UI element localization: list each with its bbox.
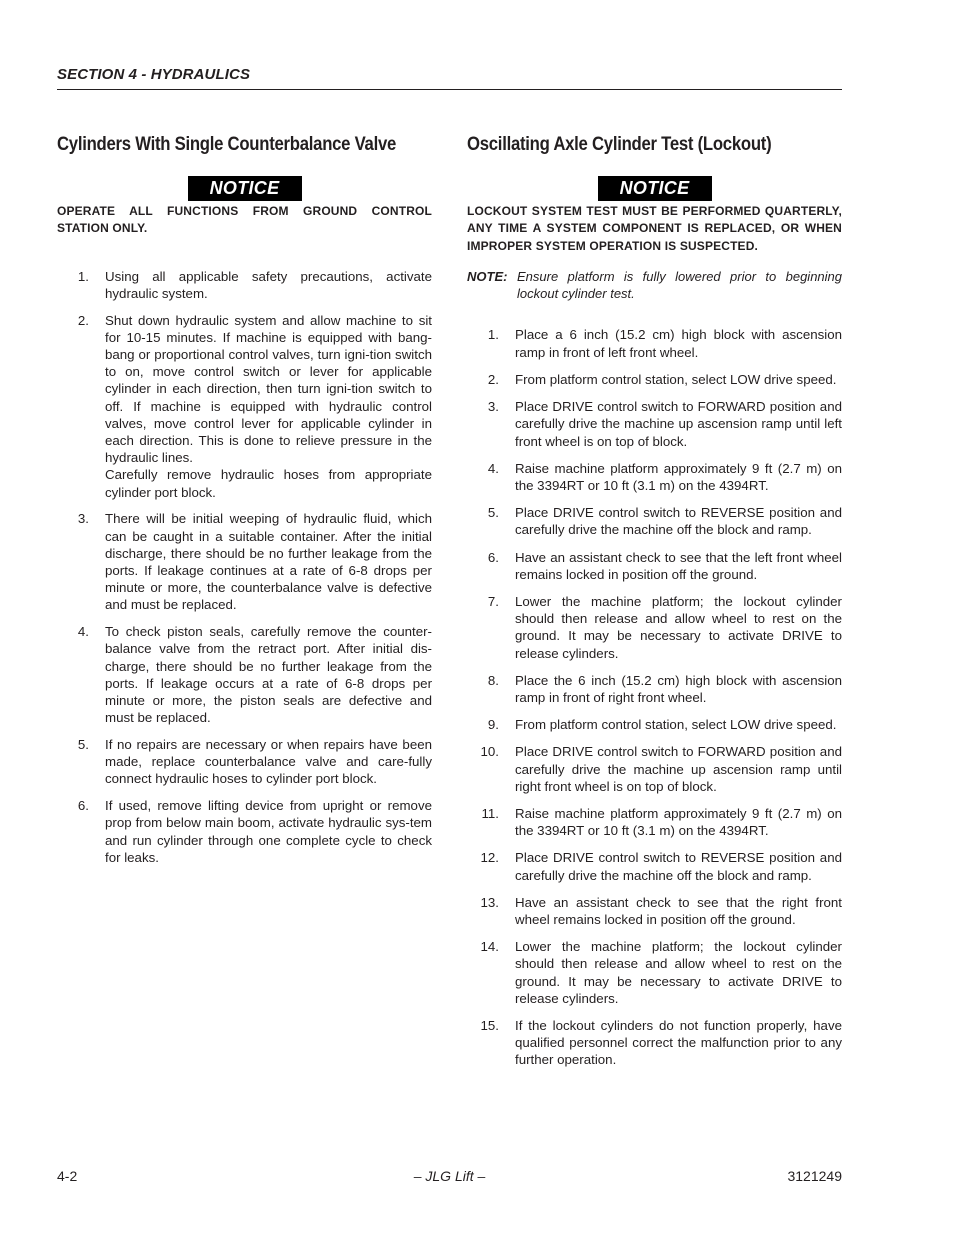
step-item — [467, 398, 842, 450]
step-item — [467, 460, 842, 494]
step-item — [467, 672, 842, 706]
step-item — [467, 504, 842, 538]
step-text: From platform control station, select LOW drive speed. — [515, 717, 837, 733]
step-item — [57, 797, 432, 866]
step-text: Place the 6 inch (15.2 cm) high block with ascension ramp in front of right front wheel. — [515, 672, 842, 705]
step-text: Using all applicable safety precautions, activate hydraulic system. — [105, 268, 432, 301]
step-number: 5. — [487, 505, 499, 521]
step-text: Raise machine platform approximately 9 ft (2.7 m) on the 3394RT or 10 ft (3.1 m) on the 4394RT. — [515, 805, 842, 839]
step-text: Place DRIVE control switch to REVERSE position and carefully drive the machine off the block and ramp. — [515, 850, 842, 883]
step-number: 10. — [480, 744, 499, 760]
right-column — [467, 130, 842, 1079]
step-number: 4. — [487, 460, 499, 476]
step-item — [467, 326, 842, 360]
step-number: 6. — [487, 549, 499, 565]
left-notice-banner — [57, 176, 432, 201]
step-item — [467, 894, 842, 928]
step-item — [467, 849, 842, 883]
step-text: There will be initial weeping of hydraulic fluid, which can be caught in a suitable container. After the initial discharge, there should be no further leakage from the ports. If leakage continues at a rate of 6-8 drops per minute or more, the counterbalance valve is defective and must be replaced. — [105, 511, 432, 613]
step-text: Have an assistant check to see that the left front wheel remains locked in position off the ground. — [515, 549, 842, 582]
step-text: Place DRIVE control switch to FORWARD position and carefully drive the machine up ascension ramp until left front wheel is on top of block. — [515, 399, 842, 449]
step-number: 2. — [77, 312, 89, 328]
step-text: Place a 6 inch (15.2 cm) high block with ascension ramp in front of left front wheel. — [515, 327, 842, 360]
step-item — [57, 312, 432, 501]
step-text: Shut down hydraulic system and allow machine to sit for 10-15 minutes. If machine is equipped with bang-bang or proportional control valves, turn igni-tion switch to on, move control switch or lever for applicable cylinder in each direction, then turn igni-tion switch to off. If machine is equipped with hydraulic control valves, move control lever for applicable cylinder in each direction. This is done to relieve pressure in the hydraulic lines. — [105, 312, 432, 466]
step-item — [57, 510, 432, 613]
page-header — [57, 66, 842, 90]
step-text: If used, remove lifting device from upright or remove prop from below main boom, activate hydraulic sys-tem and run cylinder through one complete cycle to check for leaks. — [105, 798, 432, 865]
step-text: If no repairs are necessary or when repairs have been made, replace counterbalance valve and care-fully connect hydraulic hoses to cylinder port block. — [105, 737, 432, 787]
note-label: NOTE: — [467, 268, 508, 284]
step-text: Place DRIVE control switch to FORWARD position and carefully drive the machine up ascension ramp until right front wheel is on top of block. — [515, 744, 842, 794]
step-text: Lower the machine platform; the lockout cylinder should then release and allow wheel to rest on the ground. It may be necessary to activate DRIVE to release cylinders. — [515, 593, 842, 661]
step-number: 12. — [480, 850, 499, 866]
right-steps-list — [467, 326, 842, 1068]
left-steps-list — [57, 268, 432, 866]
step-text: Have an assistant check to see that the right front wheel remains locked in position off the ground. — [515, 894, 842, 927]
step-item — [467, 716, 842, 733]
step-number: 2. — [487, 371, 499, 387]
step-item — [467, 743, 842, 795]
step-number: 1. — [77, 268, 89, 284]
step-item — [57, 268, 432, 302]
step-item — [467, 371, 842, 388]
note-text: Ensure platform is fully lowered prior to beginning lockout cylinder test. — [517, 268, 842, 302]
section-title: SECTION 4 - HYDRAULICS — [57, 66, 251, 83]
step-item — [467, 549, 842, 583]
step-item — [57, 623, 432, 726]
right-section-heading: Oscillating Axle Cylinder Test (Lockout) — [467, 134, 772, 155]
step-number: 1. — [487, 327, 499, 343]
step-number: 15. — [480, 1017, 499, 1033]
step-item — [467, 1017, 842, 1069]
left-section-heading: Cylinders With Single Counterbalance Valve — [57, 134, 397, 155]
left-notice-text: OPERATE ALL FUNCTIONS FROM GROUND CONTROL STATION ONLY. — [57, 204, 432, 236]
right-notice-banner — [467, 176, 842, 201]
step-item — [467, 593, 842, 662]
page-footer — [57, 1168, 842, 1188]
step-text: From platform control station, select LOW drive speed. — [515, 371, 837, 387]
step-number: 6. — [77, 798, 89, 814]
step-number: 9. — [487, 717, 499, 733]
step-item — [467, 938, 842, 1007]
step-text: Raise machine platform approximately 9 ft (2.7 m) on the 3394RT or 10 ft (3.1 m) on the 4394RT. — [515, 460, 842, 493]
step-item — [57, 736, 432, 788]
step-text: To check piston seals, carefully remove the counter-balance valve from the retract port. After initial dis-charge, there should be no further leakage from the ports. If leakage occurs at a rate of 6-8 drops per minute or more, the piston seals are defective and must be replaced. — [105, 624, 432, 726]
right-notice-label: NOTICE — [598, 176, 712, 201]
step-number: 3. — [77, 511, 89, 527]
right-notice-text: LOCKOUT SYSTEM TEST MUST BE PERFORMED QUARTERLY, ANY TIME A SYSTEM COMPONENT IS REPLACED, OR WHEN IMPROPER SYSTEM OPERATION IS SUSPECTED. — [467, 204, 842, 253]
step-extra-text: Carefully remove hydraulic hoses from appropriate cylinder port block. — [105, 467, 432, 500]
page-number: 4-2 — [57, 1168, 78, 1184]
step-number: 5. — [77, 737, 89, 753]
step-text: If the lockout cylinders do not function properly, have qualified personnel correct the malfunction prior to any further operation. — [515, 1017, 842, 1068]
document-number: 3121249 — [787, 1168, 842, 1184]
footer-brand: – JLG Lift – — [413, 1168, 486, 1184]
step-number: 8. — [487, 672, 499, 688]
step-number: 3. — [487, 399, 499, 415]
step-number: 4. — [77, 624, 89, 640]
step-text: Place DRIVE control switch to REVERSE position and carefully drive the machine off the block and ramp. — [515, 505, 842, 538]
step-item — [467, 805, 842, 839]
left-notice-label: NOTICE — [188, 176, 302, 201]
step-number: 11. — [481, 805, 499, 821]
step-number: 13. — [480, 894, 499, 910]
left-column — [57, 130, 432, 876]
note-block — [467, 268, 842, 303]
step-text: Lower the machine platform; the lockout cylinder should then release and allow wheel to rest on the ground. It may be necessary to activate DRIVE to release cylinders. — [515, 939, 842, 1006]
step-number: 7. — [487, 593, 499, 609]
step-number: 14. — [480, 939, 499, 955]
